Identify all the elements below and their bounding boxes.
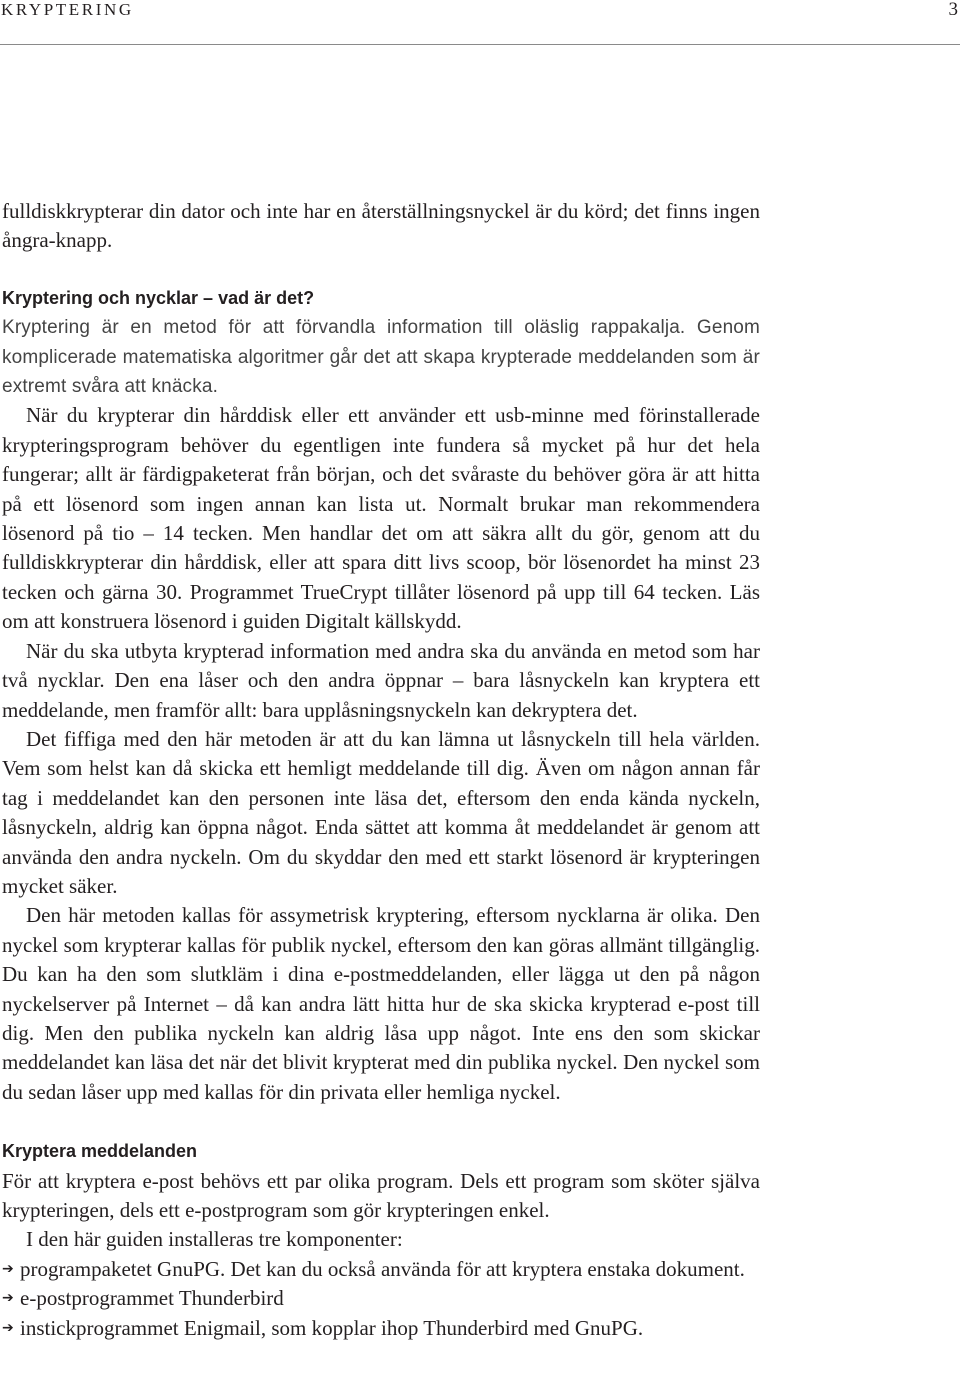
section-heading-kryptera-meddelanden: Kryptera meddelanden [2, 1141, 198, 1162]
section-heading-kryptering: Kryptering och nycklar – vad är det? [2, 287, 315, 308]
section-lead: För att kryptera e-post behövs ett par olika program. Dels ett program som sköter själva krypteringen, dels ett e-postprogram som gör krypteringen enkel. [2, 1168, 760, 1222]
list-item-text: e-postprogrammet Thunderbird [20, 1286, 284, 1311]
intro-paragraph: fulldiskkrypterar din dator och inte har en återställningsnyckel är du körd; det finns ingen ångra-knapp. [2, 199, 760, 253]
arrow-right-icon: ➔ [2, 1290, 14, 1307]
section-spacer [2, 1107, 760, 1137]
body-paragraph: När du krypterar din hårddisk eller ett använder ett usb-minne med förinstallerade krypteringsprogram behöver du egentligen inte fundera så mycket på hur det hela fungerar; allt är färdigpaketerat från början, och det svåraste du behöver göra är att hitta på ett lösenord som ingen annan kan lista ut. Normalt brukar man rekommendera lösenord på tio – 14 tecken. Men handlar det om att säkra allt du gör, genom att du fulldiskkrypterar din hårddisk, eller att spara ditt livs scoop, bör lösenordet ha minst 23 tecken och gärna 30. Programmet TrueCrypt tillåter lösenord på upp till 64 tecken. Läs om att konstruera lösenord i guiden Digitalt källskydd. [2, 403, 760, 634]
list-intro: I den här guiden installeras tre komponenter: [26, 1227, 403, 1252]
body-paragraph: När du ska utbyta krypterad information med andra ska du använda en metod som har två nycklar. Den ena låser och den andra öppnar – bara låsnyckeln kan kryptera ett meddelande, men framför allt: bara upplåsningsnyckeln kan dekryptera det. [2, 638, 760, 722]
list-item-text: programpaketet GnuPG. Det kan du också använda för att kryptera enstaka dokument. [20, 1256, 745, 1281]
arrow-right-icon: ➔ [2, 1260, 14, 1277]
list-item-text: instickprogrammet Enigmail, som kopplar ihop Thunderbird med GnuPG. [20, 1315, 644, 1340]
list-item [2, 1255, 760, 1284]
page-content [2, 197, 760, 1343]
page-number: 3 [948, 0, 958, 20]
list-item [2, 1314, 760, 1343]
body-paragraph: Det fiffiga med den här metoden är att du kan lämna ut låsnyckeln till hela världen. Vem som helst kan då skicka ett hemligt meddelande till dig. Även om någon annan får tag i meddelandet kan den personen inte läsa det, eftersom den enda kända nyckeln, låsnyckeln, aldrig kan öppna något. Enda sättet att komma åt meddelandet är genom att använda den andra nyckeln. Om du skyddar den med ett starkt lösenord är krypteringen mycket säker. [2, 726, 760, 898]
running-title: KRYPTERING [1, 0, 134, 19]
list-item [2, 1284, 760, 1313]
section-lead: Kryptering är en metod för att förvandla information till oläslig rappakalja. Genom komplicerade matematiska algoritmer går det att skapa krypterade meddelanden som är extremt svåra att knäcka. [2, 317, 760, 398]
arrow-right-icon: ➔ [2, 1319, 14, 1336]
section-spacer [2, 256, 760, 284]
component-list [2, 1255, 760, 1343]
running-head [0, 0, 960, 45]
body-paragraph: Den här metoden kallas för assymetrisk kryptering, eftersom nycklarna är olika. Den nyckel som krypterar kallas för publik nyckel, eftersom den kan göras allmänt tillgänglig. Du kan ha den som slutkläm i dina e-postmeddelanden, eller lägga ut den på någon nyckelserver på Internet – då kan andra lätt hitta hur de ska skicka krypterad e-post till dig. Men den publika nyckeln kan aldrig låsa upp något. Inte ens den som skickar meddelandet kan läsa det när det blivit krypterat med din publika nyckel. Den nyckel som du sedan låser upp med kallas för din privata eller hemliga nyckel. [2, 903, 760, 1104]
